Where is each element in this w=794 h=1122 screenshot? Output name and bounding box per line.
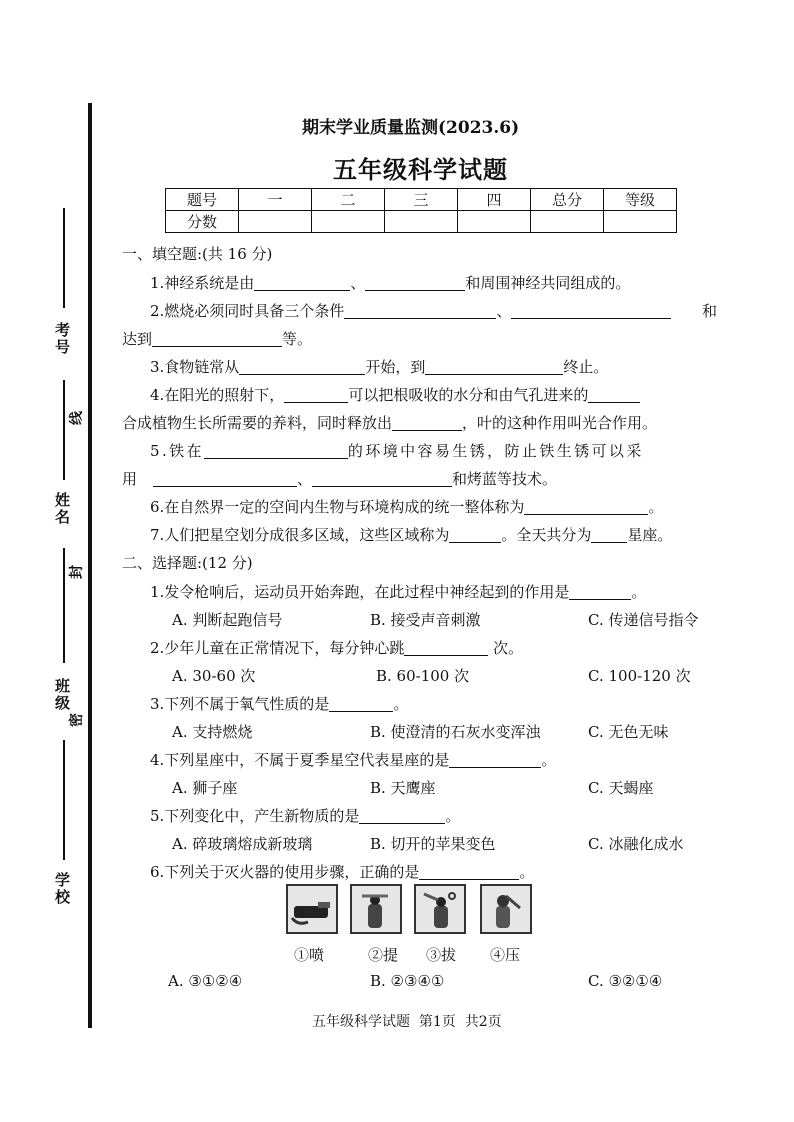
option-b[interactable]: B. ②③④① bbox=[370, 972, 445, 990]
answer-blank[interactable] bbox=[404, 639, 488, 656]
option-a[interactable]: A. 30-60 次 bbox=[172, 667, 256, 685]
table-cell: 总分 bbox=[531, 189, 604, 211]
field-label-kaohao: 考号 bbox=[53, 322, 71, 356]
extinguisher-spray-image bbox=[286, 884, 338, 934]
score-input-cell[interactable] bbox=[531, 211, 604, 233]
answer-blank[interactable] bbox=[329, 695, 393, 712]
image-caption: ③拔 bbox=[426, 946, 457, 964]
field-label-banji: 班级 bbox=[53, 678, 71, 712]
score-input-cell[interactable] bbox=[385, 211, 458, 233]
mc-q6-stem bbox=[150, 861, 534, 882]
question-stem: 2.少年儿童在正常情况下，每分钟心跳 bbox=[150, 639, 405, 657]
table-cell: 等级 bbox=[604, 189, 677, 211]
question-stem: 1.发令枪响后，运动员开始奔跑，在此过程中神经起到的作用是 bbox=[150, 583, 570, 601]
score-table bbox=[165, 188, 677, 233]
field-line-banji bbox=[63, 548, 65, 663]
q6-text: 6.在自然界一定的空间内生物与环境构成的统一整体称为 bbox=[150, 498, 525, 516]
q2-text: 等。 bbox=[282, 330, 313, 348]
q1-text: 1.神经系统是由 bbox=[150, 274, 255, 292]
q7-text: 7.人们把星空划分成很多区域，这些区域称为 bbox=[150, 526, 450, 544]
extinguisher-lift-image bbox=[350, 884, 402, 934]
table-cell: 题号 bbox=[166, 189, 239, 211]
q5-text: 5.铁在 bbox=[150, 442, 204, 460]
answer-blank[interactable] bbox=[524, 498, 648, 515]
answer-blank[interactable] bbox=[449, 751, 541, 768]
field-line-kaohao bbox=[63, 208, 65, 308]
option-c[interactable]: C. 天蝎座 bbox=[588, 779, 654, 797]
score-input-cell[interactable] bbox=[458, 211, 531, 233]
q4-line2 bbox=[122, 412, 657, 433]
q2-text: 2.燃烧必须同时具备三个条件 bbox=[150, 302, 345, 320]
answer-blank[interactable] bbox=[284, 386, 348, 403]
q3-text: 终止。 bbox=[563, 358, 609, 376]
mc-q3-stem bbox=[150, 693, 408, 714]
table-cell: 分数 bbox=[166, 211, 239, 233]
q1-line bbox=[150, 272, 630, 293]
mc-q2-stem bbox=[150, 637, 523, 658]
option-a[interactable]: A. 碎玻璃熔成新玻璃 bbox=[172, 835, 313, 853]
question-stem: 3.下列不属于氧气性质的是 bbox=[150, 695, 330, 713]
q4-text: ，叶的这种作用叫光合作用。 bbox=[462, 414, 658, 432]
binding-line bbox=[88, 103, 92, 1028]
question-stem: 5.下列变化中，产生新物质的是 bbox=[150, 807, 360, 825]
seal-char-mi: 密 bbox=[69, 713, 85, 727]
q7-text: 星座。 bbox=[627, 526, 673, 544]
question-end: 。 bbox=[541, 751, 557, 769]
option-b[interactable]: B. 天鹰座 bbox=[370, 779, 436, 797]
table-cell: 二 bbox=[312, 189, 385, 211]
answer-blank[interactable] bbox=[569, 583, 631, 600]
question-stem: 6.下列关于灭火器的使用步骤，正确的是 bbox=[150, 863, 420, 881]
section2-title: 二、选择题:(12 分) bbox=[122, 554, 253, 572]
score-table-header-row bbox=[166, 189, 677, 211]
option-c[interactable]: C. ③②①④ bbox=[588, 972, 663, 990]
section1-title: 一、填空题:(共 16 分) bbox=[122, 245, 273, 263]
answer-blank[interactable] bbox=[591, 526, 627, 543]
q2-text: 达到 bbox=[122, 330, 153, 348]
q5-text: 、 bbox=[297, 470, 313, 488]
seal-char-xian: 线 bbox=[69, 411, 85, 425]
q5-text: 的环境中容易生锈，防止铁生锈可以采 bbox=[347, 442, 644, 460]
answer-blank[interactable] bbox=[365, 274, 465, 291]
q4-text: 可以把根吸收的水分和由气孔进来的 bbox=[348, 386, 589, 404]
mc-q1-stem bbox=[150, 581, 646, 602]
q2-text: 和 bbox=[702, 302, 718, 320]
answer-blank[interactable] bbox=[425, 358, 563, 375]
question-end: 。 bbox=[519, 863, 535, 881]
image-caption: ④压 bbox=[490, 946, 521, 964]
option-b[interactable]: B. 使澄清的石灰水变浑浊 bbox=[370, 723, 541, 741]
question-stem: 4.下列星座中，不属于夏季星空代表星座的是 bbox=[150, 751, 450, 769]
q4-text: 4.在阳光的照射下， bbox=[150, 386, 285, 404]
q1-text: 、 bbox=[350, 274, 366, 292]
option-b[interactable]: B. 60-100 次 bbox=[376, 667, 470, 685]
score-table-score-row bbox=[166, 211, 677, 233]
question-end: 。 bbox=[393, 695, 409, 713]
q5-text: 用 bbox=[122, 470, 138, 488]
q7-text: 。全天共分为 bbox=[501, 526, 592, 544]
answer-blank[interactable] bbox=[588, 386, 640, 403]
option-c[interactable]: C. 传递信号指令 bbox=[588, 611, 699, 629]
mc-q5-stem bbox=[150, 805, 460, 826]
option-b[interactable]: B. 接受声音刺激 bbox=[370, 611, 481, 629]
option-c[interactable]: C. 冰融化成水 bbox=[588, 835, 684, 853]
table-cell: 三 bbox=[385, 189, 458, 211]
extinguisher-press-image bbox=[480, 884, 532, 934]
q3-text: 开始，到 bbox=[365, 358, 426, 376]
option-c[interactable]: C. 无色无味 bbox=[588, 723, 669, 741]
question-end: 。 bbox=[631, 583, 647, 601]
question-end: 次。 bbox=[488, 639, 524, 657]
q2-line2 bbox=[122, 328, 312, 349]
answer-blank[interactable] bbox=[449, 526, 501, 543]
seal-char-feng: 封 bbox=[69, 565, 85, 579]
answer-blank[interactable] bbox=[152, 330, 282, 347]
answer-blank[interactable] bbox=[419, 863, 519, 880]
answer-blank[interactable] bbox=[392, 414, 462, 431]
image-caption: ②提 bbox=[368, 946, 399, 964]
field-line-xingming bbox=[63, 380, 65, 480]
q2-text: 、 bbox=[496, 302, 512, 320]
answer-blank[interactable] bbox=[204, 442, 348, 459]
page-footer: 五年级科学试题 第1页 共2页 bbox=[312, 1014, 502, 1030]
answer-blank[interactable] bbox=[511, 302, 671, 319]
q7-line bbox=[150, 524, 672, 545]
score-input-cell[interactable] bbox=[604, 211, 677, 233]
mc-q4-stem bbox=[150, 749, 556, 770]
q4-line1 bbox=[150, 384, 640, 405]
answer-blank[interactable] bbox=[153, 470, 297, 487]
q6-line bbox=[150, 496, 663, 517]
q3-line bbox=[150, 356, 608, 377]
field-line-xuexiao bbox=[63, 740, 65, 860]
q5-line2 bbox=[122, 468, 557, 489]
answer-blank[interactable] bbox=[239, 358, 365, 375]
q5-text: 和烤蓝等技术。 bbox=[452, 470, 558, 488]
q3-text: 3.食物链常从 bbox=[150, 358, 240, 376]
exam-title: 五年级科学试题 bbox=[333, 155, 508, 184]
option-a[interactable]: A. 狮子座 bbox=[172, 779, 238, 797]
score-input-cell[interactable] bbox=[239, 211, 312, 233]
option-b[interactable]: B. 切开的苹果变色 bbox=[370, 835, 496, 853]
q2-line1 bbox=[150, 300, 671, 321]
option-a[interactable]: A. 判断起跑信号 bbox=[172, 611, 283, 629]
table-cell: 四 bbox=[458, 189, 531, 211]
field-label-xingming: 姓名 bbox=[53, 492, 71, 526]
answer-blank[interactable] bbox=[344, 302, 496, 319]
q6-text: 。 bbox=[648, 498, 664, 516]
score-input-cell[interactable] bbox=[312, 211, 385, 233]
option-a[interactable]: A. ③①②④ bbox=[168, 972, 243, 990]
field-label-xuexiao: 学校 bbox=[53, 872, 71, 906]
answer-blank[interactable] bbox=[359, 807, 445, 824]
question-end: 。 bbox=[445, 807, 461, 825]
option-a[interactable]: A. 支持燃烧 bbox=[172, 723, 253, 741]
q4-text: 合成植物生长所需要的养料，同时释放出 bbox=[122, 414, 393, 432]
table-cell: 一 bbox=[239, 189, 312, 211]
extinguisher-pull-pin-image bbox=[414, 884, 466, 934]
q1-text: 和周围神经共同组成的。 bbox=[465, 274, 631, 292]
image-caption: ①喷 bbox=[294, 946, 325, 964]
answer-blank[interactable] bbox=[254, 274, 350, 291]
answer-blank[interactable] bbox=[312, 470, 452, 487]
q5-line1 bbox=[150, 440, 644, 461]
exam-subtitle: 期末学业质量监测(2023.6) bbox=[302, 118, 520, 138]
option-c[interactable]: C. 100-120 次 bbox=[588, 667, 691, 685]
